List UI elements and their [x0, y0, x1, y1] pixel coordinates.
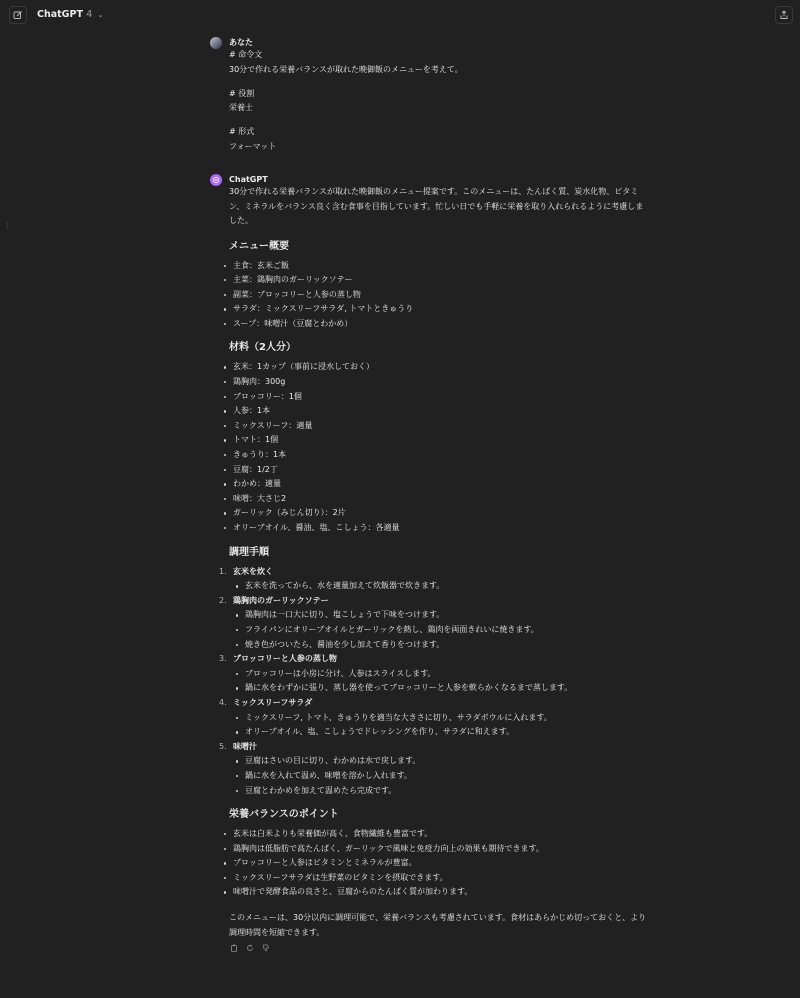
list-item: 人参：1本	[229, 404, 595, 419]
list-item: ブロッコリーは小房に分け、人参はスライスします。	[241, 667, 595, 682]
openai-logo-icon	[212, 176, 220, 184]
step-item	[219, 652, 595, 696]
step-title: 鶏胸肉のガーリックソテー	[233, 595, 329, 605]
list-item: 主菜：鶏胸肉のガーリックソテー	[229, 273, 595, 288]
outro-line: 調理時間を短縮できます。	[229, 927, 325, 937]
outro-line: このメニューは、30分以内に調理可能で、栄養バランスも考慮されています。食材はあらかじめ切っておくと、より	[229, 913, 647, 923]
message-line: # 形式	[229, 127, 255, 136]
list-item: フライパンにオリーブオイルとガーリックを熱し、鶏肉を両面きれいに焼きます。	[241, 623, 595, 638]
intro-line: した。	[229, 216, 253, 225]
user-sender-name: あなた	[229, 38, 253, 47]
ingredients-heading: 材料（2人分）	[229, 342, 296, 354]
step-item	[219, 565, 595, 594]
ingredients-list	[229, 360, 595, 535]
list-item: 鍋に水をわずかに張り、蒸し器を使ってブロッコリーと人参を軟らかくなるまで蒸します。	[241, 681, 595, 696]
chatgpt-avatar	[210, 174, 222, 186]
thumbs-down-icon	[262, 944, 270, 952]
step-number: 3.	[219, 654, 227, 664]
step-number: 2.	[219, 595, 227, 605]
list-item: 味噌汁で発酵食品の良さと、豆腐からのたんぱく質が加わります。	[229, 885, 595, 900]
step-item	[219, 594, 595, 652]
list-item: 鍋に水を入れて温め、味噌を溶かし入れます。	[241, 769, 595, 784]
list-item: スープ：味噌汁（豆腐とわかめ）	[229, 317, 595, 332]
list-item: 豆腐はさいの目に切り、わかめは水で戻します。	[241, 754, 595, 769]
step-title: ブロッコリーと人参の蒸し物	[233, 654, 337, 664]
steps-list	[219, 565, 595, 799]
list-item: 味噌：大さじ2	[229, 492, 595, 507]
list-item: わかめ：適量	[229, 477, 595, 492]
user-message-body	[229, 48, 595, 154]
outro-paragraph	[229, 911, 647, 940]
message-line: # 命令文	[229, 50, 263, 59]
list-item: ガーリック（みじん切り）：2片	[229, 506, 595, 521]
list-item: オリーブオイル、醤油、塩、こしょう：各適量	[229, 521, 595, 536]
assistant-message-body	[219, 185, 647, 952]
intro-line: ン、ミネラルをバランス良く含む食事を目指しています。忙しい日でも手軽に栄養を取り入れられるように考慮しま	[229, 201, 644, 211]
list-item: ブロッコリーと人参はビタミンとミネラルが豊富。	[229, 856, 595, 871]
new-chat-button[interactable]	[9, 6, 27, 24]
points-list	[229, 827, 595, 900]
message-line: 30分で作れる栄養バランスが取れた晩御飯のメニューを考えて。	[229, 64, 463, 74]
list-item: 玄米は白米よりも栄養価が高く、食物繊維も豊富です。	[229, 827, 595, 842]
points-heading: 栄養バランスのポイント	[229, 809, 339, 821]
step-title: ミックスリーフサラダ	[233, 697, 313, 707]
thumbs-down-button[interactable]	[261, 943, 270, 952]
step-number: 4.	[219, 697, 227, 707]
list-item: ブロッコリー：1個	[229, 390, 595, 405]
step-item	[219, 740, 595, 798]
sidebar-toggle-handle[interactable]: ⟩	[6, 221, 10, 230]
menu-list	[229, 259, 595, 332]
model-name: ChatGPT	[37, 9, 83, 20]
top-bar	[0, 0, 800, 30]
message-line: フォーマット	[229, 141, 277, 151]
list-item: オリーブオイル、塩、こしょうでドレッシングを作り、サラダに和えます。	[241, 725, 595, 740]
list-item: 豆腐とわかめを加えて温めたら完成です。	[241, 784, 595, 799]
list-item: 鶏胸肉は一口大に切り、塩こしょうで下味をつけます。	[241, 608, 595, 623]
assistant-sender-name: ChatGPT	[229, 175, 268, 184]
list-item: 豆腐：1/2丁	[229, 463, 595, 478]
intro-line: 30分で作れる栄養バランスが取れた晩御飯のメニュー提案です。このメニューは、たんぱく質、炭水化物、ビタミ	[229, 187, 639, 196]
list-item: 鶏胸肉：300g	[229, 375, 595, 390]
list-item: 副菜：ブロッコリーと人参の蒸し物	[229, 288, 595, 303]
list-item: ミックスリーフサラダは生野菜のビタミンを摂取できます。	[229, 871, 595, 886]
message-actions	[229, 943, 595, 952]
list-item: 玄米：1カップ（事前に浸水しておく）	[229, 360, 595, 375]
list-item: ミックスリーフ：適量	[229, 419, 595, 434]
list-item: 鶏胸肉は低脂肪で高たんぱく、ガーリックで風味と免疫力向上の効果も期待できます。	[229, 842, 595, 857]
message-line: # 役割	[229, 88, 255, 98]
steps-heading: 調理手順	[229, 546, 269, 558]
model-version: 4	[86, 9, 93, 20]
step-number: 5.	[219, 741, 227, 751]
share-button[interactable]	[775, 6, 793, 24]
list-item: きゅうり：1本	[229, 448, 595, 463]
menu-heading: メニュー概要	[229, 240, 289, 252]
model-selector[interactable]	[37, 8, 103, 22]
message-line: 栄養士	[229, 103, 253, 112]
edit-icon	[13, 10, 23, 20]
regenerate-button[interactable]	[245, 943, 254, 952]
list-item: ミックスリーフ, トマト、きゅうりを適当な大きさに切り、サラダボウルに入れます。	[241, 711, 595, 726]
chevron-down-icon: ⌄	[97, 11, 104, 19]
list-item: サラダ：ミックスリーフサラダ, トマトときゅうり	[229, 302, 595, 317]
step-item	[219, 696, 595, 740]
list-item: 玄米を洗ってから、水を適量加えて炊飯器で炊きます。	[241, 579, 595, 594]
step-title: 味噌汁	[233, 741, 257, 751]
step-title: 玄米を炊く	[233, 566, 273, 576]
list-item: トマト：1個	[229, 433, 595, 448]
regenerate-icon	[246, 944, 254, 952]
share-icon	[779, 10, 789, 20]
user-avatar	[210, 37, 222, 49]
list-item: 主食：玄米ご飯	[229, 259, 595, 274]
intro-paragraph	[229, 185, 644, 229]
copy-icon	[230, 944, 238, 952]
list-item: 焼き色がついたら、醤油を少し加えて香りをつけます。	[241, 638, 595, 653]
step-number: 1.	[219, 566, 227, 576]
copy-button[interactable]	[229, 943, 238, 952]
